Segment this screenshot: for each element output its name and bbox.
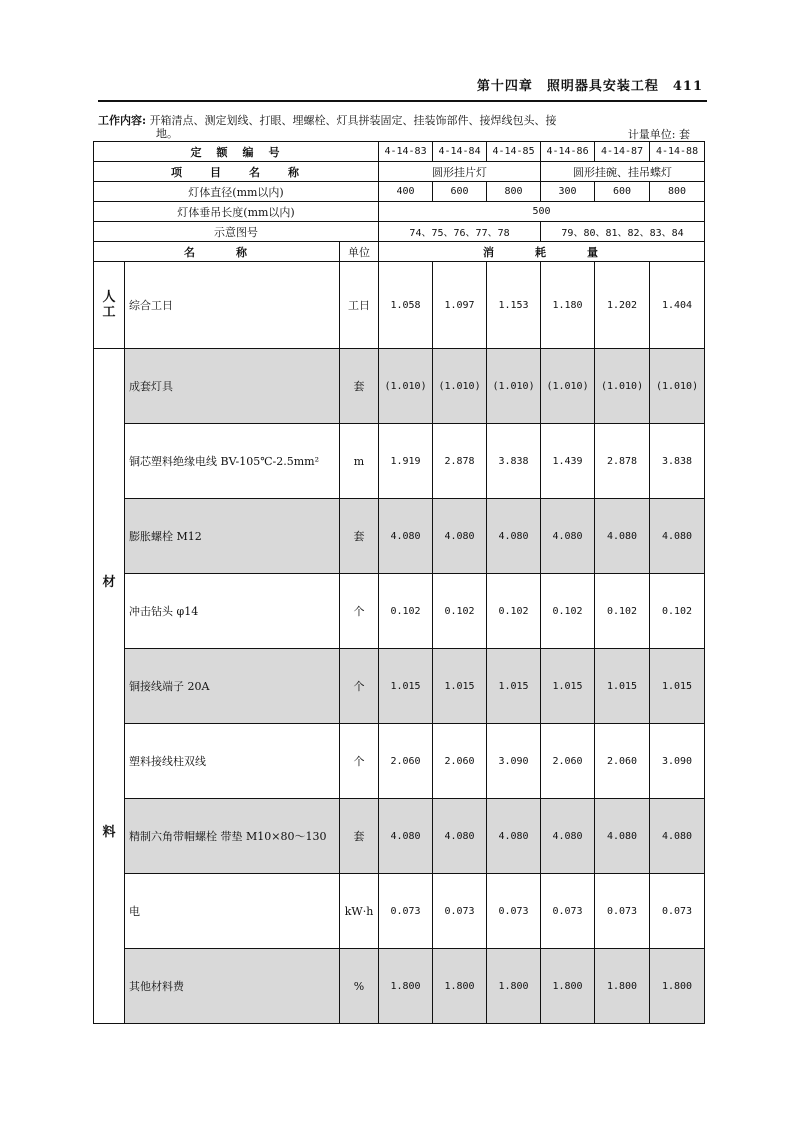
material-value: 4.080 — [541, 799, 595, 874]
material-value: 0.073 — [541, 874, 595, 949]
material-row — [94, 574, 705, 649]
row-diameter — [94, 182, 705, 202]
material-name: 冲击钻头 φ14 — [125, 574, 340, 649]
material-value: 1.015 — [433, 649, 487, 724]
col-consumption-header: 消 耗 量 — [379, 242, 705, 262]
material-category-bottom: 料 — [102, 825, 116, 840]
material-value: 2.878 — [595, 424, 650, 499]
labor-value: 1.202 — [595, 262, 650, 349]
row-item — [94, 162, 705, 182]
material-value: 4.080 — [595, 499, 650, 574]
material-value: 0.073 — [487, 874, 541, 949]
diagram-cell: 74、75、76、77、78 — [379, 222, 541, 242]
material-value: 4.080 — [595, 799, 650, 874]
work-content-line2: 地。 — [156, 127, 178, 140]
material-value: 3.090 — [650, 724, 705, 799]
row-diagram — [94, 222, 705, 242]
material-category — [94, 349, 125, 1024]
material-value: 2.060 — [379, 724, 433, 799]
material-value: 0.102 — [595, 574, 650, 649]
material-name: 成套灯具 — [125, 349, 340, 424]
diameter-cell: 800 — [650, 182, 705, 202]
material-name: 电 — [125, 874, 340, 949]
material-unit: kW·h — [340, 874, 379, 949]
material-value: 4.080 — [650, 799, 705, 874]
material-name: 其他材料费 — [125, 949, 340, 1024]
col-unit-header: 单位 — [340, 242, 379, 262]
material-value: 0.102 — [650, 574, 705, 649]
material-value: 1.439 — [541, 424, 595, 499]
material-value: (1.010) — [433, 349, 487, 424]
material-value: 0.073 — [379, 874, 433, 949]
material-value: 4.080 — [379, 799, 433, 874]
code-cell: 4-14-85 — [487, 142, 541, 162]
material-row — [94, 424, 705, 499]
code-cell: 4-14-87 — [595, 142, 650, 162]
labor-name: 综合工日 — [125, 262, 340, 349]
material-value: 2.878 — [433, 424, 487, 499]
material-value: 4.080 — [487, 499, 541, 574]
material-value: 1.800 — [541, 949, 595, 1024]
labor-value: 1.097 — [433, 262, 487, 349]
material-value: 4.080 — [379, 499, 433, 574]
material-value: 0.102 — [433, 574, 487, 649]
row-diagram-label: 示意图号 — [94, 222, 379, 242]
group-cell: 圆形挂碗、挂吊蝶灯 — [541, 162, 705, 182]
page-header — [98, 72, 707, 102]
material-row — [94, 874, 705, 949]
material-value: 1.015 — [595, 649, 650, 724]
material-value: 3.838 — [650, 424, 705, 499]
col-name-header: 名 称 — [94, 242, 340, 262]
code-cell: 4-14-88 — [650, 142, 705, 162]
row-code-label: 定 额 编 号 — [94, 142, 379, 162]
work-content-line1: 开箱清点、测定划线、打眼、埋螺栓、灯具拼装固定、挂装饰部件、接焊线包头、接 — [149, 114, 557, 127]
material-value: 1.800 — [650, 949, 705, 1024]
material-value: 4.080 — [433, 799, 487, 874]
material-unit: 个 — [340, 724, 379, 799]
material-value: 0.102 — [487, 574, 541, 649]
labor-unit: 工日 — [340, 262, 379, 349]
material-value: 1.015 — [379, 649, 433, 724]
material-value: 0.102 — [379, 574, 433, 649]
diagram-cell: 79、80、81、82、83、84 — [541, 222, 705, 242]
material-unit: m — [340, 424, 379, 499]
material-row — [94, 499, 705, 574]
row-length-label: 灯体垂吊长度(mm以内) — [94, 202, 379, 222]
material-value: 1.800 — [487, 949, 541, 1024]
material-value: 2.060 — [433, 724, 487, 799]
labor-value: 1.058 — [379, 262, 433, 349]
diameter-cell: 600 — [595, 182, 650, 202]
labor-value: 1.180 — [541, 262, 595, 349]
material-row — [94, 649, 705, 724]
material-unit: % — [340, 949, 379, 1024]
material-name: 铜芯塑料绝缘电线 BV-105℃-2.5mm² — [125, 424, 340, 499]
material-value: 1.919 — [379, 424, 433, 499]
chapter-title: 第十四章 照明器具安装工程 411 — [476, 79, 703, 94]
labor-value: 1.404 — [650, 262, 705, 349]
work-content — [98, 114, 698, 140]
labor-row — [94, 262, 705, 349]
material-row — [94, 949, 705, 1024]
material-value: 3.838 — [487, 424, 541, 499]
material-value: (1.010) — [541, 349, 595, 424]
material-unit: 个 — [340, 574, 379, 649]
material-value: 2.060 — [595, 724, 650, 799]
material-value: 4.080 — [487, 799, 541, 874]
material-unit: 套 — [340, 349, 379, 424]
row-item-label: 项 目 名 称 — [94, 162, 379, 182]
material-name: 精制六角带帽螺栓 带垫 M10×80～130 — [125, 799, 340, 874]
material-value: 1.015 — [487, 649, 541, 724]
material-value: 1.800 — [595, 949, 650, 1024]
material-value: (1.010) — [379, 349, 433, 424]
diameter-cell: 600 — [433, 182, 487, 202]
material-unit: 个 — [340, 649, 379, 724]
row-code — [94, 142, 705, 162]
code-cell: 4-14-83 — [379, 142, 433, 162]
material-value: 4.080 — [650, 499, 705, 574]
material-value: 0.073 — [595, 874, 650, 949]
labor-value: 1.153 — [487, 262, 541, 349]
row-length — [94, 202, 705, 222]
row-diameter-label: 灯体直径(mm以内) — [94, 182, 379, 202]
material-value: 4.080 — [541, 499, 595, 574]
material-value: 1.015 — [650, 649, 705, 724]
material-category-top: 材 — [102, 575, 116, 590]
material-value: 1.800 — [379, 949, 433, 1024]
material-value: (1.010) — [487, 349, 541, 424]
material-value: 0.073 — [650, 874, 705, 949]
material-row — [94, 724, 705, 799]
material-name: 铜接线端子 20A — [125, 649, 340, 724]
unit-label: 计量单位: 套 — [627, 128, 690, 141]
material-name: 塑料接线柱双线 — [125, 724, 340, 799]
quota-table — [93, 141, 705, 1024]
material-value: 1.015 — [541, 649, 595, 724]
material-value: (1.010) — [595, 349, 650, 424]
row-columns — [94, 242, 705, 262]
material-value: 2.060 — [541, 724, 595, 799]
labor-category: 人 工 — [94, 262, 125, 349]
material-value: (1.010) — [650, 349, 705, 424]
material-value: 3.090 — [487, 724, 541, 799]
material-row — [94, 349, 705, 424]
material-value: 0.102 — [541, 574, 595, 649]
length-value: 500 — [379, 202, 705, 222]
work-content-label: 工作内容: — [98, 114, 147, 127]
material-name: 膨胀螺栓 M12 — [125, 499, 340, 574]
diameter-cell: 400 — [379, 182, 433, 202]
diameter-cell: 800 — [487, 182, 541, 202]
code-cell: 4-14-84 — [433, 142, 487, 162]
code-cell: 4-14-86 — [541, 142, 595, 162]
material-row — [94, 799, 705, 874]
material-value: 4.080 — [433, 499, 487, 574]
group-cell: 圆形挂片灯 — [379, 162, 541, 182]
material-value: 0.073 — [433, 874, 487, 949]
material-value: 1.800 — [433, 949, 487, 1024]
diameter-cell: 300 — [541, 182, 595, 202]
material-unit: 套 — [340, 499, 379, 574]
material-unit: 套 — [340, 799, 379, 874]
